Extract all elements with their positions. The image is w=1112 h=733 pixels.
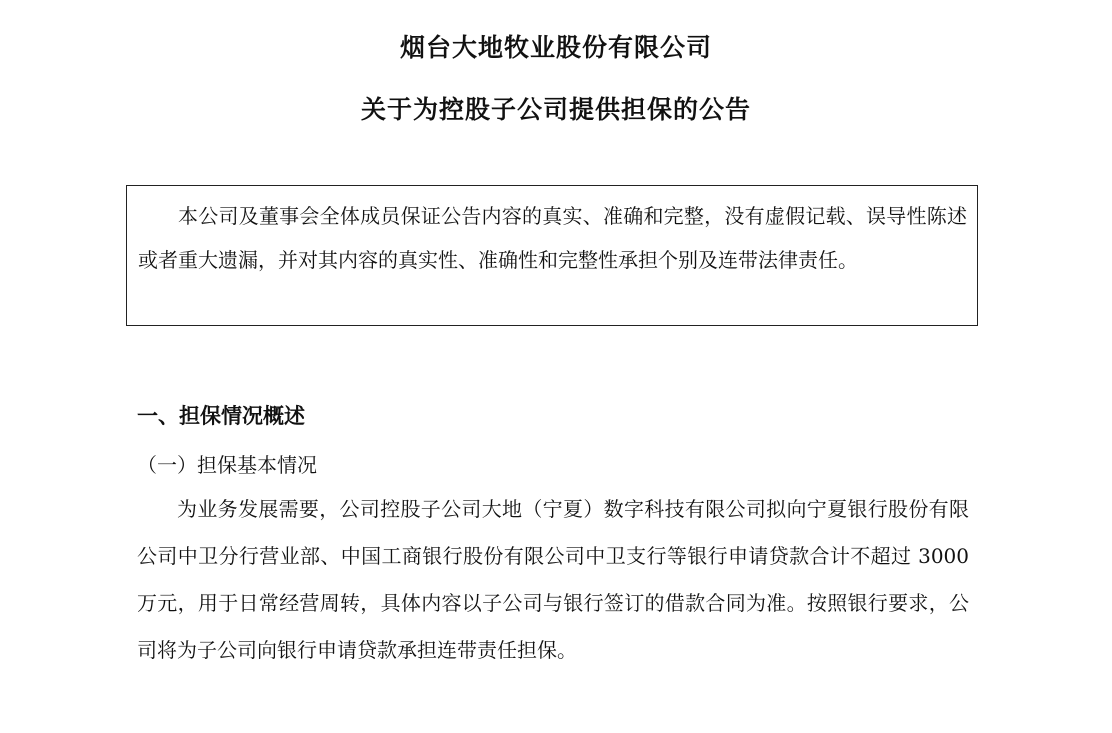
section-heading-guarantee-overview: 一、担保情况概述	[137, 404, 305, 428]
company-name-title: 烟台大地牧业股份有限公司	[399, 33, 712, 62]
guarantee-body-paragraph: 为业务发展需要，公司控股子公司大地（宁夏）数字科技有限公司拟向宁夏银行股份有限公司中卫分行营业部、中国工商银行股份有限公司中卫支行等银行申请贷款合计不超过 3000 万元，用于日常经营周转，具体内容以子公司与银行签订的借款合同为准。按照银行要求，公司将为子公司向银行申请贷款承担连带责任担保。	[137, 497, 969, 662]
board-statement-text: 本公司及董事会全体成员保证公告内容的真实、准确和完整，没有虚假记载、误导性陈述或者重大遗漏，并对其内容的真实性、准确性和完整性承担个别及连带法律责任。	[138, 204, 967, 272]
announcement-title: 关于为控股子公司提供担保的公告	[360, 95, 751, 124]
board-statement-box	[126, 185, 978, 326]
subsection-heading-basic-info: （一）担保基本情况	[137, 453, 317, 477]
